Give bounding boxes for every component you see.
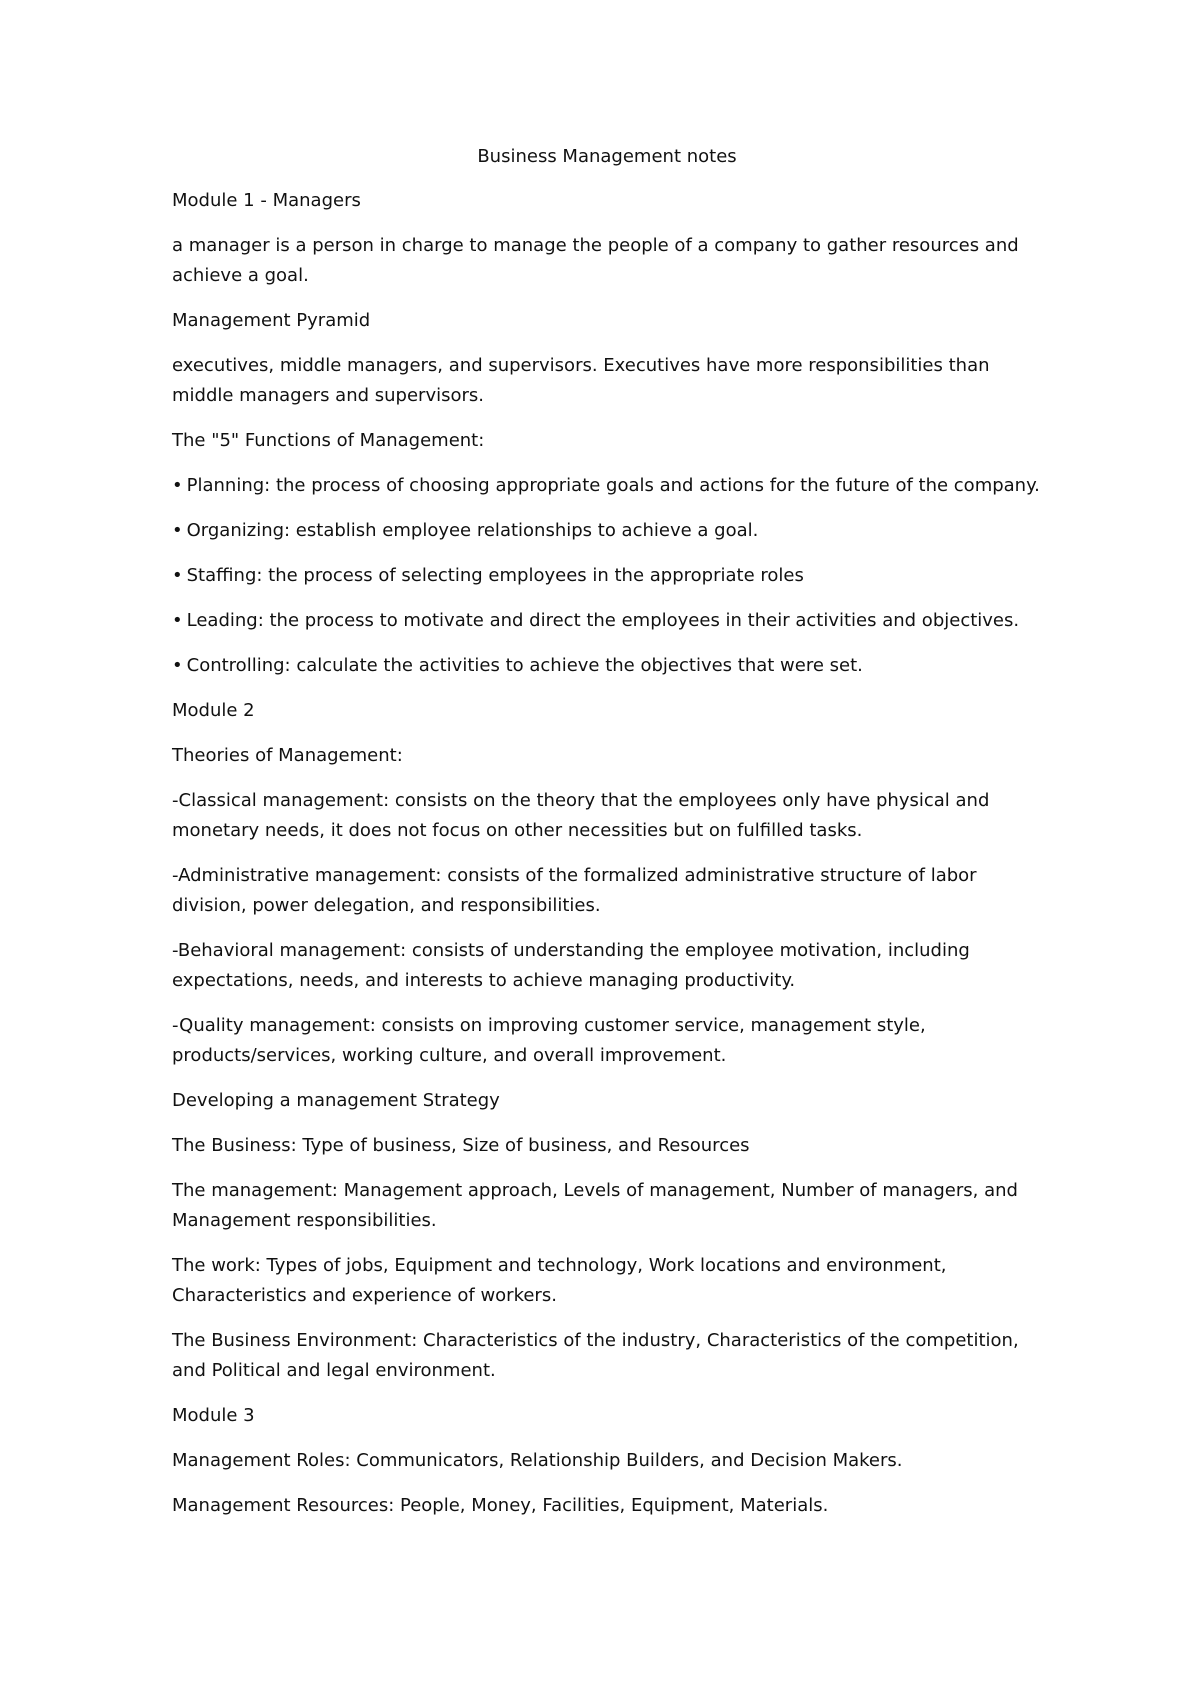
strategy-management: The management: Management approach, Levels of management, Number of managers, and Management responsibilities. <box>172 1180 1018 1231</box>
pyramid-text: executives, middle managers, and supervisors. Executives have more responsibilities than middle managers and supervisors. <box>172 355 990 406</box>
function-item-leading <box>172 606 1042 636</box>
theory-administrative: -Administrative management: consists of the formalized administrative structure of labor division, power delegation, and responsibilities. <box>172 865 977 916</box>
function-item-controlling <box>172 651 1042 681</box>
bullet-icon: • <box>172 610 183 631</box>
module-3-heading: Module 3 <box>172 1405 255 1426</box>
strategy-environment: The Business Environment: Characteristics of the industry, Characteristics of the competition, and Political and legal environment. <box>172 1330 1019 1381</box>
function-text: Organizing: establish employee relationships to achieve a goal. <box>186 520 759 541</box>
bullet-icon: • <box>172 565 183 586</box>
theory-classical: -Classical management: consists on the theory that the employees only have physical and monetary needs, it does not focus on other necessities but on fulfilled tasks. <box>172 790 990 841</box>
function-text: Staffing: the process of selecting employees in the appropriate roles <box>186 565 804 586</box>
function-text: Leading: the process to motivate and direct the employees in their activities and objectives. <box>186 610 1020 631</box>
function-item-organizing <box>172 516 1042 546</box>
strategy-business: The Business: Type of business, Size of business, and Resources <box>172 1135 750 1156</box>
document-content <box>172 142 1042 1536</box>
management-roles: Management Roles: Communicators, Relationship Builders, and Decision Makers. <box>172 1450 903 1471</box>
management-resources: Management Resources: People, Money, Facilities, Equipment, Materials. <box>172 1495 829 1516</box>
theory-quality: -Quality management: consists on improving customer service, management style, products/services, working culture, and overall improvement. <box>172 1015 926 1066</box>
strategy-work: The work: Types of jobs, Equipment and technology, Work locations and environment, Characteristics and experience of workers. <box>172 1255 947 1306</box>
manager-definition: a manager is a person in charge to manage the people of a company to gather resources and achieve a goal. <box>172 235 1019 286</box>
document-title: Business Management notes <box>477 146 737 167</box>
module-2-heading: Module 2 <box>172 700 255 721</box>
theory-behavioral: -Behavioral management: consists of understanding the employee motivation, including expectations, needs, and interests to achieve managing productivity. <box>172 940 970 991</box>
theories-heading: Theories of Management: <box>172 745 403 766</box>
function-item-planning <box>172 471 1042 501</box>
strategy-heading: Developing a management Strategy <box>172 1090 500 1111</box>
bullet-icon: • <box>172 520 183 541</box>
module-1-heading: Module 1 - Managers <box>172 190 361 211</box>
functions-heading: The "5" Functions of Management: <box>172 430 485 451</box>
bullet-icon: • <box>172 655 183 676</box>
function-text: Planning: the process of choosing appropriate goals and actions for the future of the company. <box>186 475 1040 496</box>
pyramid-heading: Management Pyramid <box>172 310 371 331</box>
function-text: Controlling: calculate the activities to achieve the objectives that were set. <box>186 655 863 676</box>
function-item-staffing <box>172 561 1042 591</box>
bullet-icon: • <box>172 475 183 496</box>
